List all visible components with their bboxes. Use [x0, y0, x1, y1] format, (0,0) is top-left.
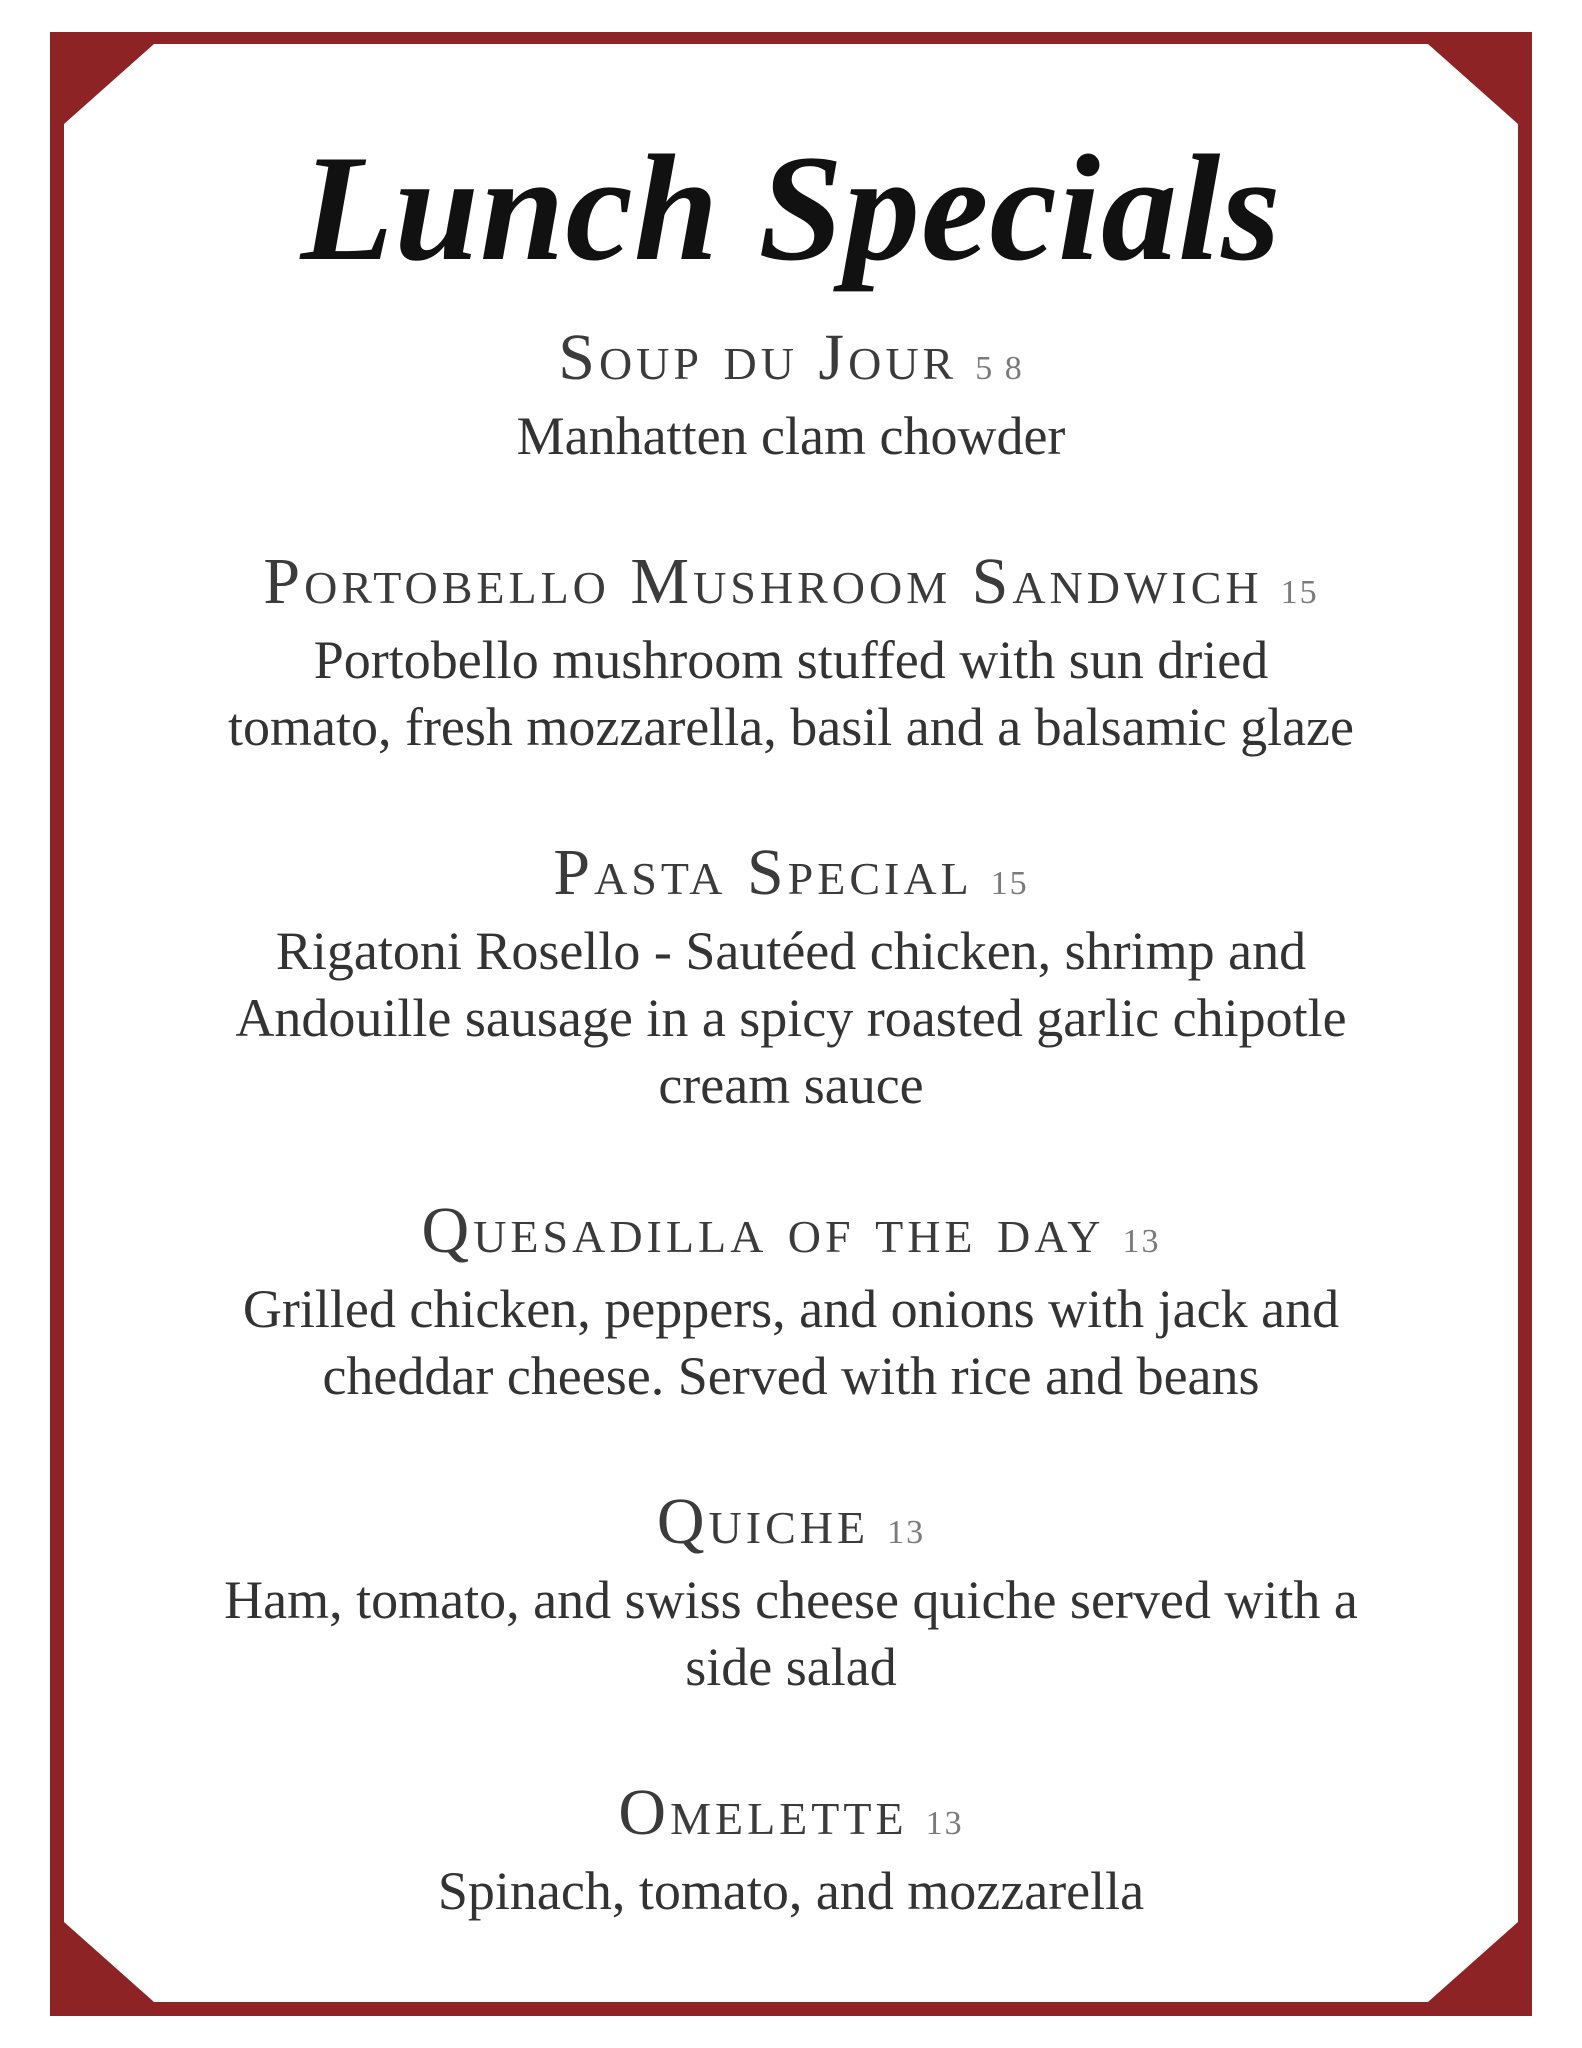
menu-item-name: Soup du Jour	[558, 321, 958, 394]
description-line: side salad	[685, 1637, 897, 1697]
description-line: Manhatten clam chowder	[516, 406, 1066, 466]
description-line: cream sauce	[658, 1055, 924, 1115]
menu-item-omelette	[64, 1776, 1518, 1925]
description-line: Spinach, tomato, and mozzarella	[437, 1861, 1145, 1921]
menu-content	[64, 44, 1518, 1925]
menu-item-soup	[64, 321, 1518, 470]
description-line: Rigatoni Rosello - Sautéed chicken, shrimp and	[275, 921, 1307, 981]
menu-item-heading	[64, 1485, 1518, 1567]
corner-ornament-bottom-left	[64, 1922, 154, 2002]
description-line: Grilled chicken, peppers, and onions with jack and	[242, 1279, 1340, 1339]
menu-item-description	[64, 627, 1518, 761]
menu-item-quesadilla	[64, 1194, 1518, 1410]
menu-item-heading	[64, 321, 1518, 403]
description-line: Portobello mushroom stuffed with sun dried	[313, 630, 1269, 690]
menu-item-portobello	[64, 545, 1518, 761]
menu-item-name: Pasta Special	[553, 836, 973, 909]
menu-item-heading	[64, 836, 1518, 918]
description-line: cheddar cheese. Served with rice and beans	[322, 1346, 1260, 1406]
menu-item-description	[64, 1276, 1518, 1410]
menu-item-price: 13	[1122, 1223, 1161, 1260]
menu-item-name: Portobello Mushroom Sandwich	[263, 545, 1263, 618]
menu-item-description	[64, 1858, 1518, 1925]
menu-item-heading	[64, 1776, 1518, 1858]
menu-item-heading	[64, 545, 1518, 627]
description-line: Ham, tomato, and swiss cheese quiche served with a	[224, 1570, 1358, 1630]
menu-item-name: Quiche	[656, 1485, 870, 1558]
menu-item-pasta	[64, 836, 1518, 1119]
menu-item-price: 15	[990, 865, 1029, 902]
menu-item-price: 13	[887, 1514, 926, 1551]
corner-ornament-bottom-right	[1428, 1922, 1518, 2002]
menu-item-description	[64, 1567, 1518, 1701]
description-line: Andouille sausage in a spicy roasted garlic chipotle	[235, 988, 1347, 1048]
menu-item-heading	[64, 1194, 1518, 1276]
menu-item-price: 13	[925, 1805, 964, 1842]
menu-item-quiche	[64, 1485, 1518, 1701]
menu-item-price: 5 8	[975, 350, 1024, 387]
menu-item-price: 15	[1280, 574, 1319, 611]
menu-item-name: Omelette	[618, 1776, 908, 1849]
menu-item-description	[64, 918, 1518, 1119]
description-line: tomato, fresh mozzarella, basil and a balsamic glaze	[227, 697, 1354, 757]
menu-title: Lunch Specials	[300, 124, 1282, 292]
menu-item-description	[64, 403, 1518, 470]
menu-item-name: Quesadilla of the day	[421, 1194, 1105, 1267]
